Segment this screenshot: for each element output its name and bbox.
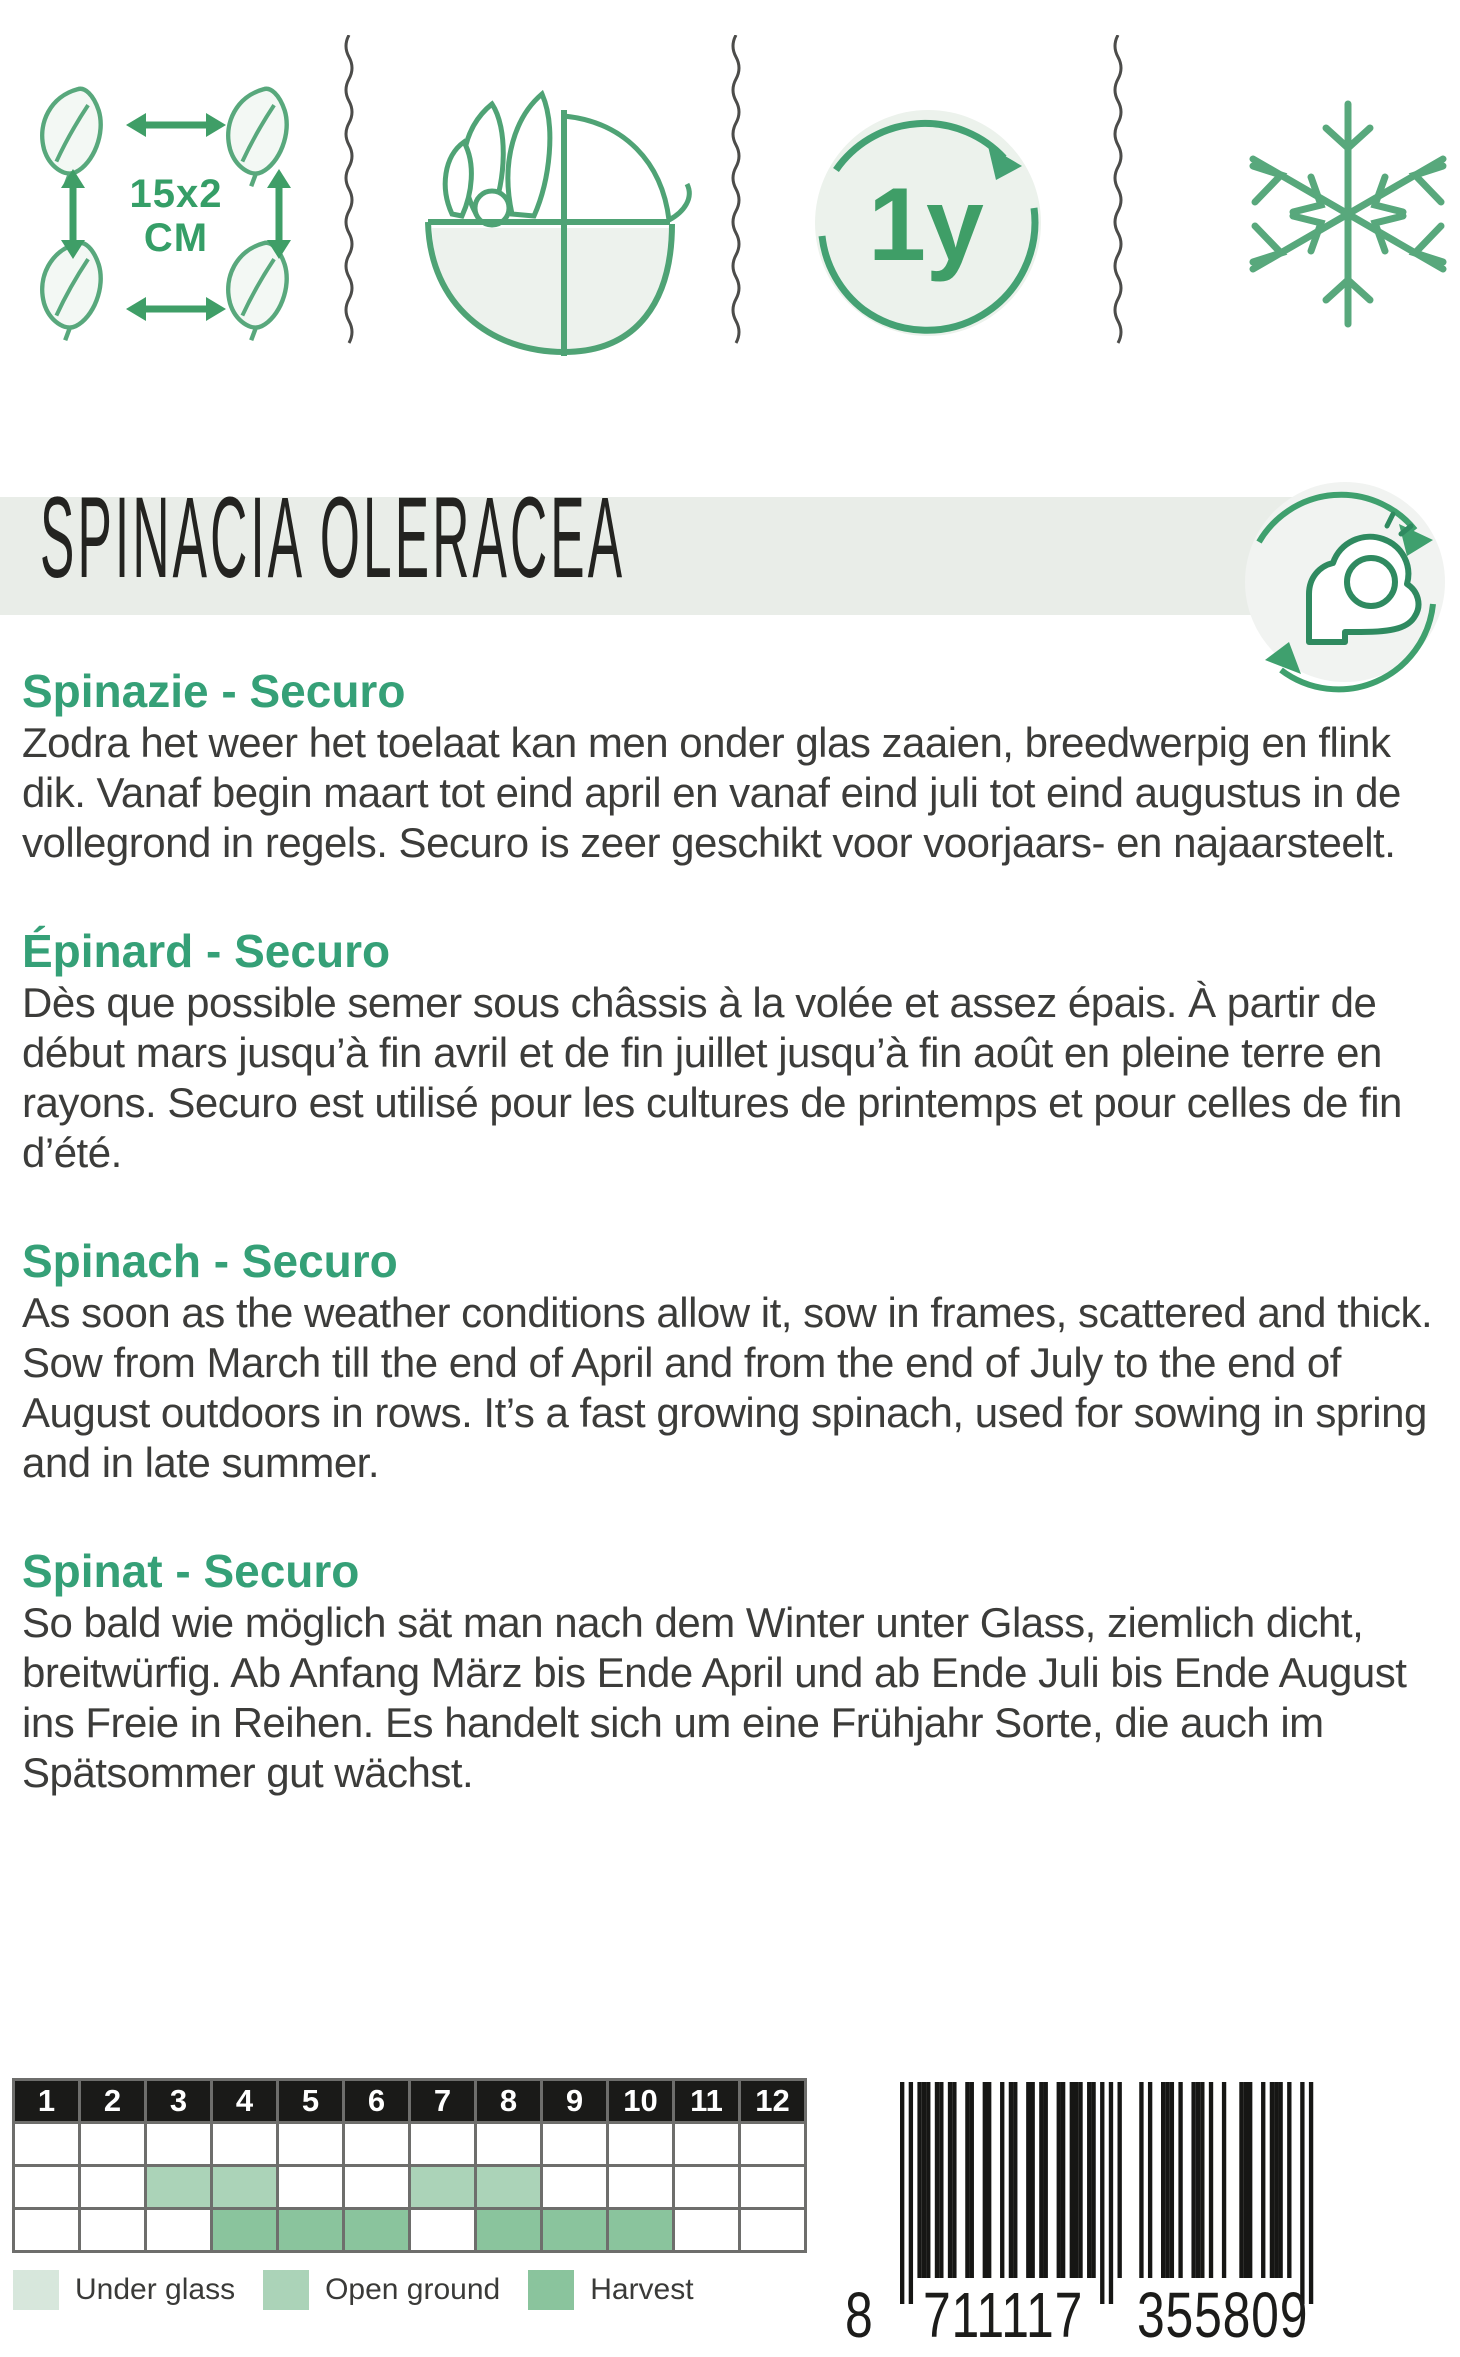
sowing-calendar-table [12,2078,807,2253]
page-title: SPINACIA OLERACEA [40,471,626,602]
calendar-month-header: 8 [476,2080,542,2123]
open-ground-row [14,2166,806,2209]
section-heading-nl: Spinazie - Securo [22,665,406,717]
horizontal-arrow-icon [124,292,228,326]
calendar-cell [278,2209,344,2252]
calendar-month-header: 1 [14,2080,80,2123]
calendar-cell [80,2123,146,2166]
section-heading-en: Spinach - Securo [22,1235,398,1287]
calendar-cell [212,2123,278,2166]
calendar-cell [80,2209,146,2252]
calendar-month-header: 7 [410,2080,476,2123]
barcode-right-digits: 355809 [1137,2279,1309,2351]
under-glass-row [14,2123,806,2166]
title-banner [0,471,1332,615]
salad-bowl-icon [412,58,718,358]
calendar-month-header: 6 [344,2080,410,2123]
calendar-cell [212,2209,278,2252]
calendar-month-header: 11 [674,2080,740,2123]
harvest-row [14,2209,806,2252]
calendar-cell [344,2166,410,2209]
calendar-cell [476,2123,542,2166]
calendar-cell [278,2123,344,2166]
sowing-calendar [12,2078,807,2253]
sowing-distance-label: 15x2 CM [129,172,223,260]
wavy-divider [342,35,356,347]
annual-cycle-icon [808,88,1058,350]
horizontal-arrow-icon [124,108,228,142]
calendar-legend [13,2270,722,2310]
calendar-cell [476,2166,542,2209]
legend-swatch-harvest [528,2270,574,2310]
calendar-cell [146,2166,212,2209]
calendar-cell [14,2166,80,2209]
wavy-divider [729,35,743,347]
calendar-cell [344,2209,410,2252]
barcode-left-digits: 711117 [923,2279,1084,2351]
calendar-cell [476,2209,542,2252]
calendar-cell [14,2209,80,2252]
ean-barcode [845,2078,1325,2356]
section-body-en: As soon as the weather conditions allow it, sow in frames, scattered and thick. Sow from March till the end of April and from the end of July to the end of August outdoors in rows. It’s a fast growing spinach, used for sowing in spring and in late summer. [22,1289,1433,1486]
calendar-month-header: 10 [608,2080,674,2123]
calendar-month-header: 2 [80,2080,146,2123]
annual-cycle-label: 1y [868,167,984,283]
section-heading-fr: Épinard - Securo [22,925,391,977]
legend-label-harvest: Harvest [590,2273,694,2306]
wavy-divider [1111,35,1125,347]
snowflake-icon [1243,92,1453,337]
calendar-cell [740,2166,806,2209]
calendar-month-header: 4 [212,2080,278,2123]
calendar-cell [410,2166,476,2209]
vertical-arrow-icon [56,168,90,260]
calendar-cell [542,2209,608,2252]
calendar-cell [212,2166,278,2209]
calendar-cell [410,2209,476,2252]
calendar-cell [608,2123,674,2166]
calendar-cell [410,2123,476,2166]
calendar-month-header: 3 [146,2080,212,2123]
calendar-cell [674,2209,740,2252]
calendar-cell [608,2166,674,2209]
section-heading-de: Spinat - Securo [22,1545,360,1597]
calendar-month-header: 9 [542,2080,608,2123]
legend-swatch-under_glass [13,2270,59,2310]
description-sections [22,664,1444,1798]
calendar-cell [740,2209,806,2252]
calendar-cell [14,2123,80,2166]
icon-strip [0,0,1460,380]
calendar-cell [278,2166,344,2209]
calendar-cell [344,2123,410,2166]
section-body-de: So bald wie möglich sät man nach dem Winter unter Glass, ziemlich dicht, breitwürfig. Ab Anfang März bis Ende April und ab Ende Juli bis Ende August ins Freie in Reihen. Es handelt sich um eine Frühjahr Sorte, die auch im Spätsommer gut wächst. [22,1599,1407,1796]
legend-label-open_ground: Open ground [325,2273,501,2306]
calendar-cell [740,2123,806,2166]
calendar-cell [146,2123,212,2166]
barcode-first-digit: 8 [845,2279,874,2351]
calendar-cell [146,2209,212,2252]
calendar-cell [674,2166,740,2209]
calendar-month-header: 12 [740,2080,806,2123]
calendar-month-header: 5 [278,2080,344,2123]
legend-swatch-open_ground [263,2270,309,2310]
calendar-cell [542,2123,608,2166]
calendar-cell [674,2123,740,2166]
sowing-distance-icon [28,80,324,342]
legend-label-under_glass: Under glass [75,2273,236,2306]
calendar-cell [608,2209,674,2252]
calendar-cell [542,2166,608,2209]
section-body-nl: Zodra het weer het toelaat kan men onder glas zaaien, breedwerpig en flink dik. Vanaf begin maart tot eind april en vanaf eind juli tot eind augustus in de vollegrond in regels. Securo is zeer geschikt voor voorjaars- en najaarsteelt. [22,719,1401,866]
section-body-fr: Dès que possible semer sous châssis à la volée et assez épais. À partir de début mars jusqu’à fin avril et de fin juillet jusqu’à fin août en pleine terre en rayons. Securo est utilisé pour les cultures de printemps et pour celles de fin d’été. [22,979,1402,1176]
calendar-cell [80,2166,146,2209]
vertical-arrow-icon [262,168,296,260]
